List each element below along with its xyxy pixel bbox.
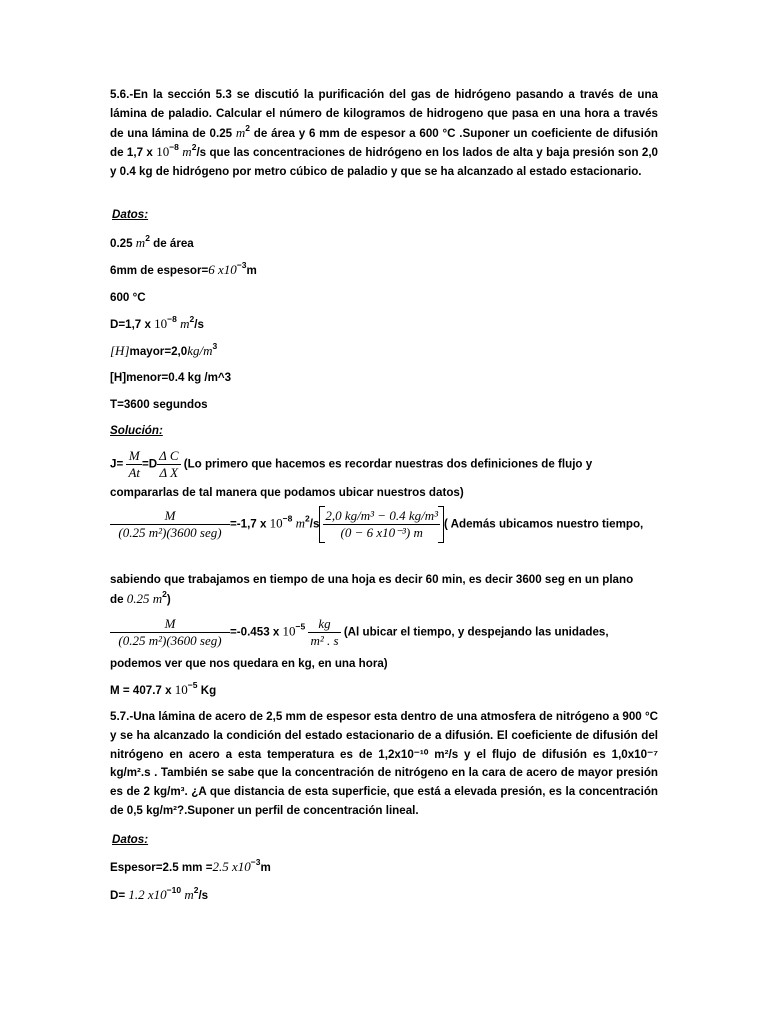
- flux-explanation-2: compararlas de tal manera que podamos ubicar nuestros datos): [110, 486, 464, 499]
- flux-fraction-m-at: $\frac{M}{At}$: [128, 448, 141, 480]
- substitution-equation: $\frac{M}{\text{(0.25 m²)(3600 seg)}}$ =-1,7 x $10^{-8}$ $m^2/s$ $\frac{\text{2,0 kg/m³ − 0.4 kg/m³}}{\text{(0 − 6 x10⁻³) m}}$ ( Además ubicamos nuestro tiempo,: [110, 506, 658, 543]
- dato-tiempo: T=3600 segundos: [110, 398, 208, 411]
- datos-heading-1: Datos:: [112, 208, 149, 221]
- result-equation: $\frac{M}{\text{(0.25 m²)(3600 seg)}}$ =-0.453 x $10^{-5}$ $\frac{kg}{\text{m² . s}}$ (Al ubicar el tiempo, y despejando las unidades,: [110, 616, 658, 649]
- dato-h-mayor: $[H]mayor=2,0kg/m^3$: [110, 341, 218, 358]
- flux-equation: J= $\frac{M}{At}$ =D $\frac{\text{Δ C}}{\text{Δ X}}$ (Lo primero que hacemos es recordar nuestras dos definiciones de flujo y: [110, 448, 593, 480]
- dato-area: 0.25 $m^2$ de área: [110, 233, 194, 250]
- dato-espesor: 6mm de espesor=6 $x10^{-3}m$: [110, 260, 257, 277]
- result-explanation-2: podemos ver que nos quedara en kg, en una hora): [110, 657, 388, 670]
- flux-fraction-dc-dx: $\frac{\text{Δ C}}{\text{Δ X}}$: [159, 448, 179, 480]
- problem-5-6-text: 5.6.-En la sección 5.3 se discutió la purificación del gas de hidrógeno pasando a través de una lámina de paladio. Calcular el número de kilogramos de hidrogeno que pasa en una hora a través de una lámina de 0.25 $m^2$ de área y 6 mm de espesor a 600 °C .Suponer un coeficiente de difusión de 1,7 x $10^{-8}$ $m^2/s$ que las concentraciones de hidrógeno en los lados de alta y baja presión son 2,0 y 0.4 kg de hidrógeno por metro cúbico de paladio y que se ha alcanzado al estado estacionario.: [110, 88, 659, 179]
- final-result: M = 407.7 x $10^{-5}$ Kg: [110, 680, 217, 697]
- kg-per-m2-s: $\frac{kg}{\text{m² . s}}$: [310, 616, 339, 648]
- problem-5-7-text: 5.7.-Una lámina de acero de 2,5 mm de espesor esta dentro de una atmosfera de nitrógeno a 900 °C y se ha alcanzado la condición del estado estacionario de a difusión. El coeficiente de difusión del nitrógeno en acero a esta temperatura es de 1,2x10⁻¹⁰ m²/s y el flujo de difusión es 1,0x10⁻⁷ kg/m².s . También se sabe que la concentración de nitrógeno en la cara de acero de mayor presión es de 2 kg/m³. ¿A que distancia de esta superficie, que está a elevada presión, es la concentración de 0,5 kg/m²?.Suponer un perfil de concentración lineal.: [110, 710, 658, 817]
- datos-heading-2: Datos:: [112, 833, 149, 846]
- concentration-bracket: $\frac{\text{2,0 kg/m³ − 0.4 kg/m³}}{\text{(0 − 6 x10⁻³) m}}$: [319, 506, 444, 543]
- dato-h-menor: [H]menor=0.4 kg /m^3: [110, 371, 232, 384]
- m-over-area-time-2: $\frac{M}{\text{(0.25 m²)(3600 seg)}}$: [110, 616, 230, 649]
- dato-espesor-2: Espesor=2.5 mm =2.5 $x10^{-3}m$: [110, 857, 271, 874]
- substitution-explanation-2: sabiendo que trabajamos en tiempo de una hoja es decir 60 min, es decir 3600 seg en un plano: [110, 573, 634, 586]
- m-over-area-time: $\frac{M}{\text{(0.25 m²)(3600 seg)}}$: [110, 508, 230, 541]
- dato-difusion-2: D= 1.2 $x10^{-10}$ $m^2/s$: [110, 885, 209, 902]
- dato-difusion: D=1,7 x $10^{-8}$ $m^2/s$: [110, 314, 204, 331]
- solucion-heading: Solución:: [110, 424, 163, 437]
- substitution-explanation-3: de 0.25 $m^2$): [110, 589, 171, 606]
- dato-temperatura: 600 °C: [110, 291, 146, 304]
